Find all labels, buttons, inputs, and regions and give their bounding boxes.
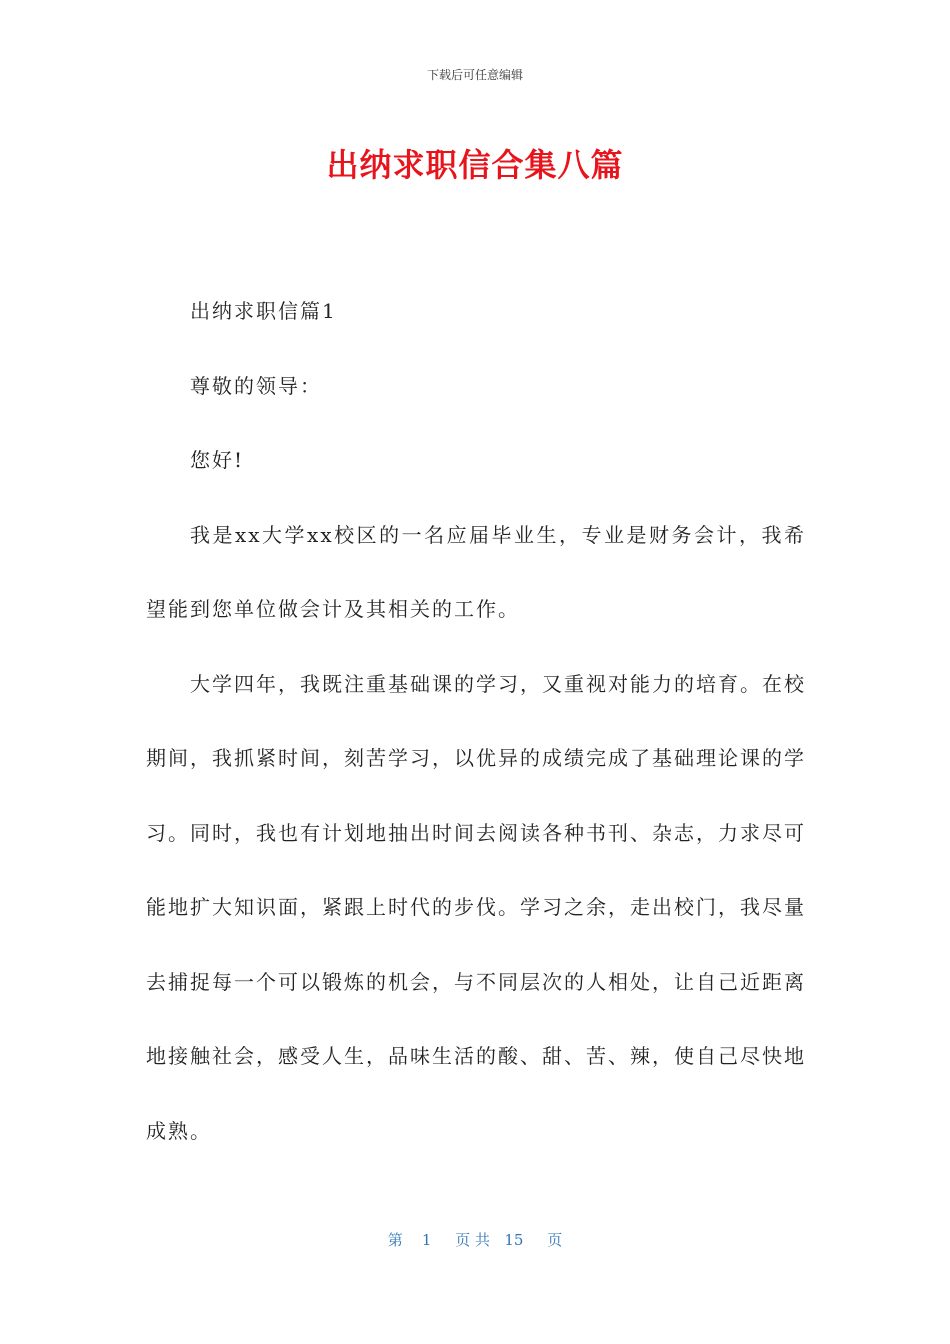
document-body	[146, 274, 806, 1168]
header-note: 下载后可任意编辑	[426, 68, 523, 82]
body-paragraph: 我是xx大学xx校区的一名应届毕业生，专业是财务会计，我希望能到您单位做会计及其相关的工作。	[146, 522, 806, 621]
page-footer	[0, 1229, 950, 1250]
section-heading: 出纳求职信篇1	[190, 299, 337, 323]
footer-middle: 页 共	[455, 1231, 490, 1249]
document-title: 出纳求职信合集八篇	[326, 146, 624, 184]
greeting: 您好!	[190, 448, 245, 472]
body-paragraph: 大学四年，我既注重基础课的学习，又重视对能力的培育。在校期间，我抓紧时间，刻苦学习，以优异的成绩完成了基础理论课的学习。同时，我也有计划地抽出时间去阅读各种书刊、杂志，力求尽可能地扩大知识面，紧跟上时代的步伐。学习之余，走出校门，我尽量去捕捉每一个可以锻炼的机会，与不同层次的人相处，让自己近距离地接触社会，感受人生，品味生活的酸、甜、苦、辣，使自己尽快地成熟。	[146, 671, 806, 1143]
salutation: 尊敬的领导：	[190, 373, 322, 398]
footer-prefix: 第	[387, 1231, 403, 1249]
total-pages-number: 15	[504, 1231, 524, 1249]
footer-suffix: 页	[547, 1231, 563, 1249]
current-page-number: 1	[421, 1231, 432, 1249]
